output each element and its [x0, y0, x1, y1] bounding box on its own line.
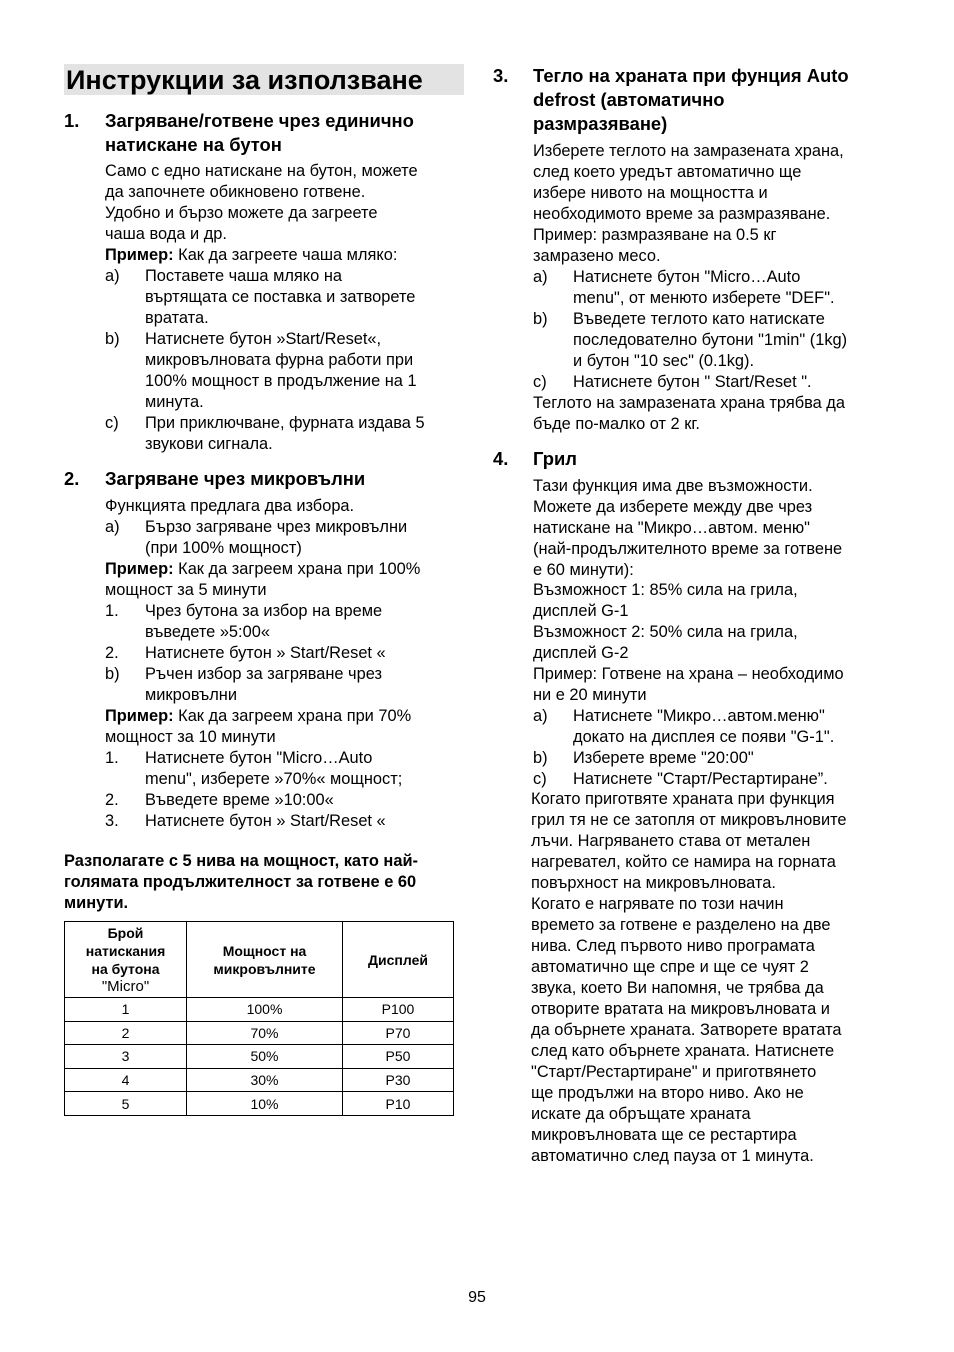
text-line: b): [105, 665, 120, 683]
text-line: a): [105, 267, 120, 285]
text-line: При приключване, фурната издава 5: [145, 414, 425, 432]
table-cell: P50: [343, 1045, 454, 1069]
text-line: Поставете чаша мляко на: [145, 267, 342, 285]
table-row: [65, 998, 454, 1022]
text-line: след което уредът автоматично ще: [533, 163, 802, 181]
text-line: Тази функция има две възможности.: [533, 477, 813, 495]
text-line: a): [533, 268, 548, 286]
text-line: микровълновата фурна работи при: [145, 351, 414, 369]
text-line: Теглото на замразената храна трябва да: [533, 394, 845, 412]
text-line: минута.: [145, 393, 204, 411]
example-label: Пример:: [105, 246, 174, 264]
text-line: да започнете обикновено готвене.: [105, 183, 366, 201]
text-line: Изберете време "20:00": [573, 749, 754, 767]
text-line: Натиснете бутон "Micro…Auto: [145, 749, 373, 767]
text-line: ще продължи на второ ниво. Ако не: [531, 1084, 804, 1102]
section-heading: Грил: [533, 448, 577, 469]
text-line: a): [105, 518, 120, 536]
text-line: Можете да изберете между две чрез: [533, 498, 813, 516]
note-line: голямата продължителност за готвене е 60: [64, 873, 417, 891]
section-heading: Загряване/готвене чрез единично: [105, 110, 414, 131]
text-line: грил тя не се затопля от микровълновите: [531, 811, 847, 829]
table-row: [65, 1092, 454, 1116]
text-line: (при 100% мощност): [145, 539, 302, 557]
example-label: Пример:: [105, 560, 174, 578]
text-line: menu", изберете »70%« мощност;: [145, 770, 403, 788]
table-cell: 50%: [187, 1045, 343, 1069]
text-line: бъде по-малко от 2 кг.: [533, 415, 700, 433]
text-line: мощност за 5 минути: [105, 581, 267, 599]
text-line: 100% мощност в продължение на 1: [145, 372, 417, 390]
table-row: [65, 1068, 454, 1092]
text-line: замразено месо.: [533, 247, 661, 265]
section-heading: натискане на бутон: [105, 134, 282, 155]
text-line: Въведете теглото като натискате: [573, 310, 825, 328]
text-line: b): [105, 330, 120, 348]
text-line: Натиснете "Микро…автом.меню": [573, 707, 825, 725]
table-cell: 2: [65, 1021, 187, 1045]
text-line: Изберете теглото на замразената храна,: [533, 142, 844, 160]
text-line: Пример: Готвене на храна – необходимо: [533, 665, 844, 683]
table-cell: 100%: [187, 998, 343, 1022]
text-line: [105, 559, 420, 580]
section-number: 1.: [64, 110, 80, 131]
text-line: дисплей G-2: [533, 644, 629, 662]
page-number: 95: [468, 1289, 486, 1306]
text-line: Въведете време »10:00«: [145, 791, 334, 809]
text-line: c): [533, 373, 547, 391]
table-cell: 70%: [187, 1021, 343, 1045]
text-line: въведете »5:00«: [145, 623, 270, 641]
text-line: необходимото време за размразяване.: [533, 205, 831, 223]
text-line: въртящата се поставка и затворете: [145, 288, 416, 306]
example-label: Пример:: [105, 707, 174, 725]
text-line: Удобно и бързо можете да загреете: [105, 204, 378, 222]
example-text: Как да загреем храна при 70%: [173, 707, 412, 725]
text-line: да обърнете храната. Затворете вратата: [531, 1021, 842, 1039]
text-line: b): [533, 310, 548, 328]
text-line: Възможност 1: 85% сила на грила,: [533, 581, 798, 599]
section-heading: размразяване): [533, 113, 668, 134]
text-line: вратата.: [145, 309, 209, 327]
text-line: искате да обръщате храната: [531, 1105, 751, 1123]
text-line: Когато приготвяте храната при функция: [531, 790, 835, 808]
section-heading: defrost (автоматично: [533, 89, 725, 110]
table-cell: 4: [65, 1068, 187, 1092]
text-line: звукови сигнала.: [145, 435, 273, 453]
text-line: дисплей G-1: [533, 602, 629, 620]
text-line: [105, 706, 411, 727]
text-line: Бързо загряване чрез микровълни: [145, 518, 408, 536]
text-line: ни е 20 минути: [533, 686, 647, 704]
table-header-row: [65, 922, 454, 998]
header-power: Мощност на микровълните: [187, 922, 343, 998]
text-line: Ръчен избор за загряване чрез: [145, 665, 382, 683]
table-row: [65, 1021, 454, 1045]
section-number: 3.: [493, 65, 509, 86]
text-line: 3.: [105, 812, 119, 830]
table-cell: 3: [65, 1045, 187, 1069]
header-display: Дисплей: [343, 922, 454, 998]
text-line: чаша вода и др.: [105, 225, 227, 243]
text-line: Чрез бутона за избор на време: [145, 602, 383, 620]
text-line: след като обърнете храната. Натиснете: [531, 1042, 835, 1060]
text-line: микровълни: [145, 686, 238, 704]
table-cell: P30: [343, 1068, 454, 1092]
text-line: Възможност 2: 50% сила на грила,: [533, 623, 798, 641]
text-line: 2.: [105, 644, 119, 662]
example-text: Как да загреете чаша мляко:: [173, 246, 398, 264]
text-line: Функцията предлага два избора.: [105, 497, 355, 515]
section-heading: Загряване чрез микровълни: [105, 468, 366, 489]
example-text: Как да загреем храна при 100%: [173, 560, 421, 578]
header-presses: Брой натискания на бутона "Micro": [65, 922, 187, 998]
text-line: Натиснете бутон "Micro…Auto: [573, 268, 801, 286]
text-line: 2.: [105, 791, 119, 809]
text-line: a): [533, 707, 548, 725]
text-line: е 60 минути):: [533, 561, 634, 579]
text-line: 1.: [105, 602, 119, 620]
text-line: мощност за 10 минути: [105, 728, 276, 746]
table-cell: 5: [65, 1092, 187, 1116]
text-line: Натиснете бутон » Start/Reset «: [145, 644, 386, 662]
text-line: c): [105, 414, 119, 432]
text-line: b): [533, 749, 548, 767]
text-line: времето за готвене е разделено на две: [531, 916, 831, 934]
table-body: [65, 998, 454, 1116]
text-line: докато на дисплея се появи "G-1".: [573, 728, 835, 746]
text-line: Само с едно натискане на бутон, можете: [105, 162, 418, 180]
text-line: избере нивото на мощността и: [533, 184, 768, 202]
text-line: 1.: [105, 749, 119, 767]
text-line: Когато е нагрявате по този начин: [531, 895, 784, 913]
text-line: отворите вратата на микровълновата и: [531, 1000, 830, 1018]
text-line: Натиснете "Старт/Рестартиране”.: [573, 770, 828, 788]
text-line: микровълновата ще се рестартира: [531, 1126, 797, 1144]
text-line: последователно бутони "1min" (1kg): [573, 331, 848, 349]
table-cell: P100: [343, 998, 454, 1022]
text-line: звука, което Ви напомня, че трябва да: [531, 979, 824, 997]
text-line: c): [533, 770, 547, 788]
section-number: 2.: [64, 468, 80, 489]
table-cell: P10: [343, 1092, 454, 1116]
text-line: лъчи. Нагряването става от метален: [531, 832, 811, 850]
text-line: Натиснете бутон " Start/Reset ".: [573, 373, 812, 391]
table-cell: 10%: [187, 1092, 343, 1116]
text-line: повърхност на микровълновата.: [531, 874, 776, 892]
text-line: нагревател, който се намира на горната: [531, 853, 836, 871]
text-line: и бутон "10 sec" (0.1kg).: [573, 352, 755, 370]
table-cell: P70: [343, 1021, 454, 1045]
text-line: автоматично ще спре и ще се чуят 2: [531, 958, 809, 976]
text-line: menu", от менюто изберете "DEF".: [573, 289, 835, 307]
section-number: 4.: [493, 448, 509, 469]
text-line: [105, 245, 397, 266]
table-cell: 30%: [187, 1068, 343, 1092]
table-row: [65, 1045, 454, 1069]
page-title: Инструкции за използване: [64, 64, 464, 95]
text-line: "Старт/Рестартиране" и приготвянето: [531, 1063, 817, 1081]
text-line: натискане на "Микро…автом. меню": [533, 519, 810, 537]
section-heading: Тегло на храната при фунция Auto: [533, 65, 849, 86]
text-line: Натиснете бутон »Start/Reset«,: [145, 330, 382, 348]
note-line: минути.: [64, 894, 129, 912]
text-line: Пример: размразяване на 0.5 кг: [533, 226, 777, 244]
text-line: Натиснете бутон » Start/Reset «: [145, 812, 386, 830]
power-levels-table: [64, 921, 454, 1116]
text-line: автоматично след пауза от 1 минута.: [531, 1147, 814, 1165]
text-line: нива. След първото ниво програмата: [531, 937, 815, 955]
table-cell: 1: [65, 998, 187, 1022]
text-line: (най-продължителното време за готвене: [533, 540, 843, 558]
note-line: Разполагате с 5 нива на мощност, като най-: [64, 852, 418, 870]
